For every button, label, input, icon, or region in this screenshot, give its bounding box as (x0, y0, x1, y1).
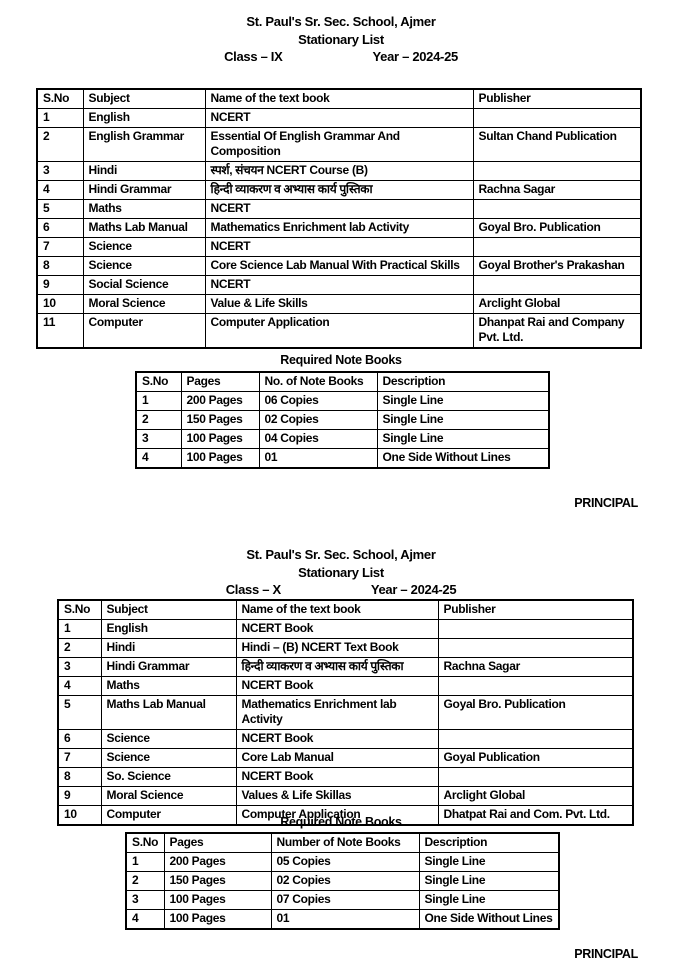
table-cell: Moral Science (83, 295, 205, 314)
table-row (58, 768, 633, 787)
table-cell: हिन्दी व्याकरण व अभ्यास कार्य पुस्तिका (236, 658, 438, 677)
table-cell: 4 (37, 181, 83, 200)
table-row (37, 162, 641, 181)
col-header-publisher: Publisher (473, 89, 641, 109)
class-label: Class – IX (224, 49, 283, 64)
table-cell: Social Science (83, 276, 205, 295)
table-cell: Computer Application (205, 314, 473, 349)
table-row (37, 200, 641, 219)
table-cell: NCERT Book (236, 677, 438, 696)
table-cell: 10 (58, 806, 101, 826)
section-x-header (0, 546, 682, 599)
table-cell: Moral Science (101, 787, 236, 806)
table-row (37, 314, 641, 349)
table-cell: Values & Life Skillas (236, 787, 438, 806)
table-cell: 3 (58, 658, 101, 677)
table-row (37, 219, 641, 238)
table-cell: NCERT Book (236, 768, 438, 787)
col-header-sno: S.No (58, 600, 101, 620)
table-header-row (58, 600, 633, 620)
table-row (58, 620, 633, 639)
table-cell: Rachna Sagar (438, 658, 633, 677)
table-row (126, 891, 559, 910)
table-cell: 9 (37, 276, 83, 295)
table-cell: Essential Of English Grammar And Composition (205, 128, 473, 162)
table-row (58, 730, 633, 749)
table-cell: Mathematics Enrichment lab Activity (236, 696, 438, 730)
table-row (37, 238, 641, 257)
table-cell: Single Line (419, 891, 559, 910)
table-cell: NCERT (205, 109, 473, 128)
table-cell: 3 (136, 430, 181, 449)
table-row (136, 392, 549, 411)
table-cell: 07 Copies (271, 891, 419, 910)
table-cell: Computer (101, 806, 236, 826)
table-cell: Single Line (377, 430, 549, 449)
table-cell (473, 200, 641, 219)
table-cell: One Side Without Lines (419, 910, 559, 930)
table-cell: 100 Pages (181, 430, 259, 449)
table-cell: Goyal Publication (438, 749, 633, 768)
table-cell: 1 (58, 620, 101, 639)
col-header-pages: Pages (181, 372, 259, 392)
table-row (126, 910, 559, 930)
table-cell: 150 Pages (181, 411, 259, 430)
table-cell: 8 (58, 768, 101, 787)
table-cell: Single Line (419, 853, 559, 872)
table-header-row (37, 89, 641, 109)
table-cell: Dhatpat Rai and Com. Pvt. Ltd. (438, 806, 633, 826)
table-cell: 7 (37, 238, 83, 257)
table-cell: NCERT (205, 238, 473, 257)
table-cell (438, 730, 633, 749)
table-cell: 2 (136, 411, 181, 430)
table-cell: 100 Pages (164, 891, 271, 910)
table-cell: Maths (83, 200, 205, 219)
school-name: St. Paul's Sr. Sec. School, Ajmer (246, 14, 436, 29)
table-cell: 1 (37, 109, 83, 128)
table-cell: 06 Copies (259, 392, 377, 411)
class-year-row (0, 48, 682, 66)
table-cell: Hindi Grammar (83, 181, 205, 200)
table-cell: 1 (126, 853, 164, 872)
table-cell: Arclight Global (473, 295, 641, 314)
table-cell: Hindi (101, 639, 236, 658)
table-cell: 02 Copies (259, 411, 377, 430)
table-cell: 5 (58, 696, 101, 730)
table-cell: Science (101, 749, 236, 768)
table-row (37, 295, 641, 314)
table-cell: 4 (126, 910, 164, 930)
table-cell (438, 768, 633, 787)
table-row (58, 696, 633, 730)
table-cell (473, 162, 641, 181)
table-row (37, 181, 641, 200)
table-cell: English (83, 109, 205, 128)
table-header-row (126, 833, 559, 853)
table-cell: Sultan Chand Publication (473, 128, 641, 162)
principal-signature: PRINCIPAL (574, 947, 638, 961)
table-cell: 150 Pages (164, 872, 271, 891)
table-cell: Arclight Global (438, 787, 633, 806)
col-header-book-name: Name of the text book (205, 89, 473, 109)
table-cell: 3 (37, 162, 83, 181)
table-cell: NCERT (205, 276, 473, 295)
table-cell: 05 Copies (271, 853, 419, 872)
table-cell: 10 (37, 295, 83, 314)
table-row (58, 677, 633, 696)
col-header-publisher: Publisher (438, 600, 633, 620)
table-cell: 4 (136, 449, 181, 469)
table-cell: 01 (271, 910, 419, 930)
table-cell (473, 238, 641, 257)
table-cell: हिन्दी व्याकरण व अभ्यास कार्य पुस्तिका (205, 181, 473, 200)
notebooks-title: Required Note Books (280, 353, 402, 367)
table-cell: 2 (58, 639, 101, 658)
table-row (37, 128, 641, 162)
col-header-description: Description (377, 372, 549, 392)
table-cell: 3 (126, 891, 164, 910)
table-cell: 100 Pages (164, 910, 271, 930)
table-cell: Single Line (419, 872, 559, 891)
table-cell: 5 (37, 200, 83, 219)
col-header-sno: S.No (136, 372, 181, 392)
table-cell (438, 620, 633, 639)
table-cell: Science (101, 730, 236, 749)
table-cell: Science (83, 257, 205, 276)
table-cell: 200 Pages (181, 392, 259, 411)
table-row (126, 853, 559, 872)
table-cell: English Grammar (83, 128, 205, 162)
col-header-subject: Subject (101, 600, 236, 620)
table-cell: Goyal Brother's Prakashan (473, 257, 641, 276)
table-cell: NCERT Book (236, 730, 438, 749)
col-header-subject: Subject (83, 89, 205, 109)
col-header-copies: No. of Note Books (259, 372, 377, 392)
table-row (58, 658, 633, 677)
table-cell: One Side Without Lines (377, 449, 549, 469)
table-cell: Value & Life Skills (205, 295, 473, 314)
table-row (58, 639, 633, 658)
table-cell: Goyal Bro. Publication (473, 219, 641, 238)
col-header-sno: S.No (126, 833, 164, 853)
year-label: Year – 2024-25 (370, 582, 457, 597)
table-cell (473, 276, 641, 295)
table-cell: Single Line (377, 411, 549, 430)
table-cell: 1 (136, 392, 181, 411)
table-cell: Core Lab Manual (236, 749, 438, 768)
table-cell: 7 (58, 749, 101, 768)
principal-signature: PRINCIPAL (574, 496, 638, 510)
table-cell: Computer (83, 314, 205, 349)
table-header-row (136, 372, 549, 392)
table-cell (473, 109, 641, 128)
table-row (37, 276, 641, 295)
school-name: St. Paul's Sr. Sec. School, Ajmer (246, 547, 436, 562)
col-header-book-name: Name of the text book (236, 600, 438, 620)
table-cell: 8 (37, 257, 83, 276)
class-ix-books-table (36, 88, 642, 349)
table-cell: 4 (58, 677, 101, 696)
table-cell: 04 Copies (259, 430, 377, 449)
class-ix-notebooks-table (135, 371, 550, 469)
table-cell: NCERT (205, 200, 473, 219)
table-cell (438, 677, 633, 696)
table-cell: 6 (37, 219, 83, 238)
table-row (126, 872, 559, 891)
list-title: Stationary List (298, 31, 384, 47)
table-cell: So. Science (101, 768, 236, 787)
table-cell: Hindi (83, 162, 205, 181)
table-cell: 11 (37, 314, 83, 349)
table-cell: Mathematics Enrichment lab Activity (205, 219, 473, 238)
table-cell: English (101, 620, 236, 639)
notebooks-title: Required Note Books (280, 815, 402, 829)
table-row (37, 257, 641, 276)
table-cell (438, 639, 633, 658)
table-row (58, 787, 633, 806)
section-ix-header (0, 13, 682, 66)
table-cell: 100 Pages (181, 449, 259, 469)
table-cell: 9 (58, 787, 101, 806)
table-cell: Rachna Sagar (473, 181, 641, 200)
col-header-copies: Number of Note Books (271, 833, 419, 853)
table-cell: Single Line (377, 392, 549, 411)
table-cell: Core Science Lab Manual With Practical Skills (205, 257, 473, 276)
table-cell: Hindi – (B) NCERT Text Book (236, 639, 438, 658)
table-cell: Hindi Grammar (101, 658, 236, 677)
col-header-sno: S.No (37, 89, 83, 109)
class-x-notebooks-table (125, 832, 560, 930)
table-row (136, 449, 549, 469)
table-row (136, 430, 549, 449)
table-cell: Dhanpat Rai and Company Pvt. Ltd. (473, 314, 641, 349)
year-label: Year – 2024-25 (372, 49, 458, 64)
class-label: Class – X (225, 582, 281, 597)
col-header-description: Description (419, 833, 559, 853)
col-header-pages: Pages (164, 833, 271, 853)
table-row (136, 411, 549, 430)
table-cell: NCERT Book (236, 620, 438, 639)
table-cell: 200 Pages (164, 853, 271, 872)
class-x-books-table (57, 599, 634, 826)
table-cell: Computer Application (236, 806, 438, 826)
table-cell: Science (83, 238, 205, 257)
table-row (37, 109, 641, 128)
list-title: Stationary List (298, 564, 384, 580)
table-cell: Maths Lab Manual (101, 696, 236, 730)
table-cell: 02 Copies (271, 872, 419, 891)
table-cell: 2 (126, 872, 164, 891)
table-cell: Maths (101, 677, 236, 696)
table-cell: Maths Lab Manual (83, 219, 205, 238)
table-row (58, 749, 633, 768)
class-year-row (0, 581, 682, 599)
table-cell: 6 (58, 730, 101, 749)
table-cell: स्पर्श, संचयन NCERT Course (B) (205, 162, 473, 181)
table-cell: Goyal Bro. Publication (438, 696, 633, 730)
table-cell: 01 (259, 449, 377, 469)
table-cell: 2 (37, 128, 83, 162)
